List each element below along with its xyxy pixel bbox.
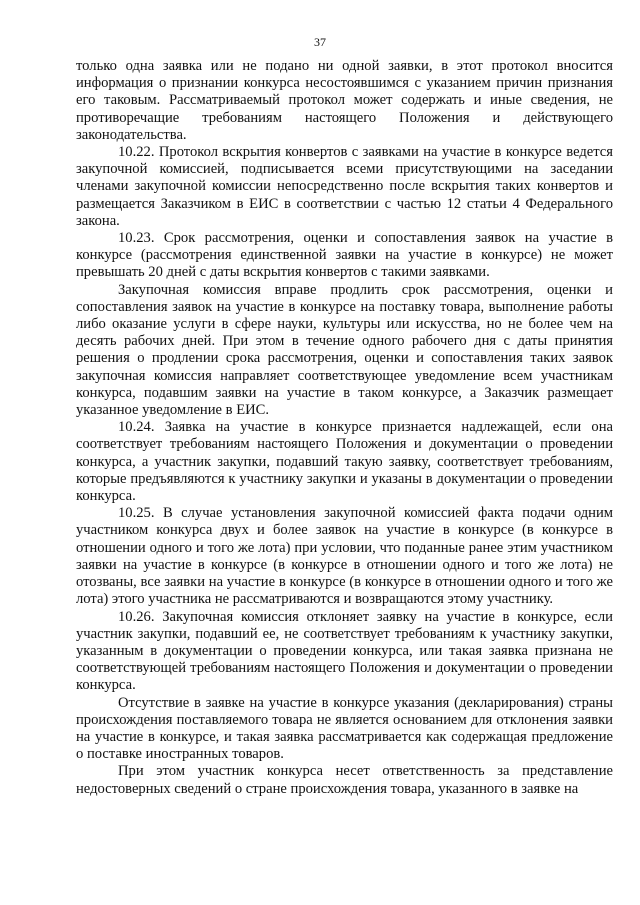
paragraph-country-of-origin: Отсутствие в заявке на участие в конкурсе указания (декларирования) страны происхождения поставляемого товара не является основанием для отклонения заявки на участие в конкурсе, и такая заявка рассматривается как содержащая предложение о поставке иностранных товаров. [76, 694, 613, 763]
paragraph-10-23: 10.23. Срок рассмотрения, оценки и сопоставления заявок на участие в конкурсе (рассмотрения единственной заявки на участие в конкурсе) не может превышать 20 дней с даты вскрытия конвертов с такими заявками. [76, 230, 613, 281]
paragraph-10-22: 10.22. Протокол вскрытия конвертов с заявками на участие в конкурсе ведется закупочной комиссией, подписывается всеми присутствующими на заседании членами закупочной комиссии непосредственно после вскрытия таких конвертов и размещается Заказчиком в ЕИС в соответствии с частью 12 статьи 4 Федерального закона. [76, 144, 613, 229]
paragraph-participant-responsibility: При этом участник конкурса несет ответственность за представление недостоверных сведений о стране происхождения товара, указанного в заявке на [76, 763, 613, 797]
paragraph-10-26: 10.26. Закупочная комиссия отклоняет заявку на участие в конкурсе, если участник закупки, подавший ее, не соответствует требованиям к участнику закупки, указанным в документации о проведении конкурса, или такая заявка признана не соответствующей требованиям настоящего Положения и документации о проведении конкурса. [76, 608, 613, 694]
paragraph-continuation: только одна заявка или не подано ни одной заявки, в этот протокол вносится информация о признании конкурса несостоявшимся с указанием причин признания его таковым. Рассматриваемый протокол может содержать и иные сведения, не противоречащие требованиям настоящего Положения и действующего законодательства. [76, 58, 613, 143]
paragraph-extension-of-term: Закупочная комиссия вправе продлить срок рассмотрения, оценки и сопоставления заявок на участие в конкурсе на поставку товара, выполнение работы либо оказание услуги в сфере науки, культуры или искусства, но не более чем на десять рабочих дней. При этом в течение одного рабочего дня с даты принятия решения о продлении срока рассмотрения, оценки и сопоставления таких заявок закупочная комиссия направляет соответствующее уведомление всем участникам конкурса, подавшим заявки на участие в таком конкурсе, а Заказчик размещает указанное уведомление в ЕИС. [76, 281, 613, 419]
document-body [76, 58, 613, 798]
paragraph-10-24: 10.24. Заявка на участие в конкурсе признается надлежащей, если она соответствует требованиям настоящего Положения и документации о проведении конкурса, а участник закупки, подавший такую заявку, соответствует требованиям, которые предъявляются к участнику закупки и указаны в документации о проведении конкурса. [76, 419, 613, 505]
paragraph-10-25: 10.25. В случае установления закупочной комиссией факта подачи одним участником конкурса двух и более заявок на участие в конкурсе (в конкурсе в отношении одного и того же лота) при условии, что поданные ранее этим участником заявки на участие в конкурсе (в конкурсе в отношении одного и того же лота) не отозваны, все заявки на участие в конкурсе (в конкурсе в отношении одного и того же лота) этого участника не рассматриваются и возвращаются этому участнику. [76, 505, 613, 608]
page-number: 37 [314, 35, 326, 49]
